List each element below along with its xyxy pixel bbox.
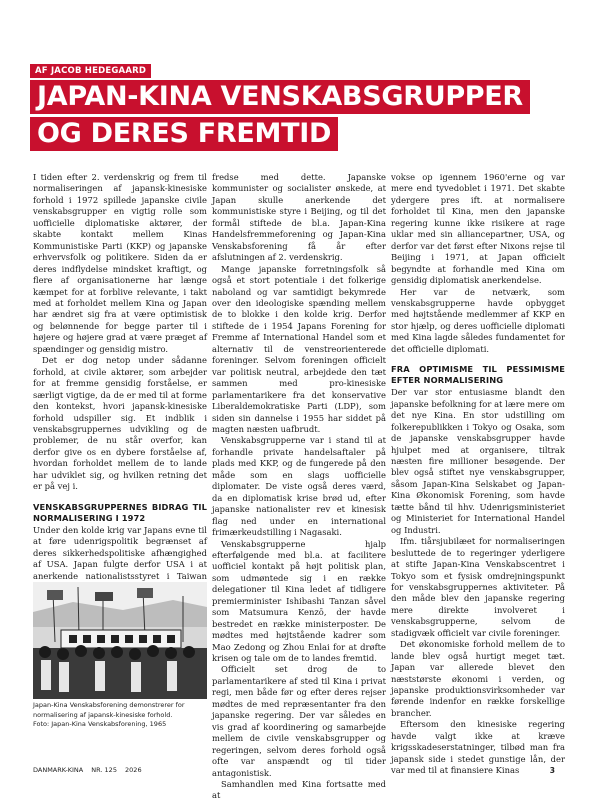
- paragraph: vokse op igennem 1960'erne og var mere end tyvedoblet i 1971. Det skabte ydergere pres ift. at normalisere forholdet til Kina, men den japanske regering kunne ikke risikere at rage uklar med sin alliancepartner, USA, og derfor var det først efter Nixons rejse til Beijing i 1971, at Japan officielt begyndte at forhandle med Kina om gensidig diplomatisk anerkendelse.: [391, 172, 565, 286]
- page-footer: [33, 766, 561, 774]
- byline: AF JACOB HEDEGAARD: [30, 64, 151, 78]
- issue-number: NR. 125: [91, 766, 117, 774]
- title-line-1: JAPAN-KINA VENSKABSGRUPPER: [30, 80, 530, 114]
- section-heading: FRA OPTIMISME TIL PESSIMISME EFTER NORMALISERING: [391, 364, 565, 386]
- paragraph: Her var de netværk, som venskabsgrupperne havde opbygget med højtstående medlemmer af KKP en stor hjælp, og deres uofficielle diplomati med Kina lagde således fundamentet for det officielle diplomati.: [391, 286, 565, 354]
- paragraph: Ifm. tiårsjubilæet for normaliseringen besluttede de to regeringer yderligere at stifte Japan-Kina Venskabscentret i Tokyo som et fysisk omdrejningspunkt for venskabsgruppernes aktiviteter. På den måde blev den japanske regering mere direkte involveret i venskabsgrupperne, selvom de stadigvæk officielt var civile foreninger.: [391, 536, 565, 638]
- paragraph: fredse med dette. Japanske kommunister og socialister ønskede, at Japan skulle anerkende det kommunistiske styre i Beijing, og til det formål stiftede de bl.a. Japan-Kina Handelsfremmeforening og Japan-Kina Venskabsforening få år efter afslutningen af 2. verdenskrig.: [212, 172, 386, 263]
- paragraph: Venskabsgrupperne hjalp efterfølgende med bl.a. at facilitere uofficiel kontakt på højt politisk plan, som udmøntede sig i en række delegationer til Kina ledet af tidligere premierminister Ishibashi Tanzan såvel som Matsumura Kenzō, der havde bestredet en række ministerposter. De mødtes med højtstående kadrer som Mao Zedong og Zhou Enlai for at drøfte krisen og tale om de to landes fremtid.: [212, 538, 386, 664]
- paragraph: Officielt set drog de to parlamentarikere af sted til Kina i privat regi, men både før og efter deres rejser mødtes de med repræsentanter fra den japanske regering. Der var således en vis grad af koordinering og samarbejde mellem de civile venskabsgrupper og regeringen, selvom deres forhold også ofte var anspændt og til tider antagonistisk.: [212, 664, 386, 778]
- paragraph: Mange japanske forretningsfolk så også et stort potentiale i det folkerige naboland og var samtidigt bekymrede over den ideologiske spænding mellem de to blokke i den kolde krig. Derfor stiftede de i 1954 Japans Forening for Fremme af International Handel som et alternativ til de venstreorienterede foreninger. Selvom foreningen officielt var politisk neutral, arbejdede den tæt sammen med pro-kinesiske parlamentarikere fra det konservative Liberaldemokratiske Parti (LDP), som siden sin dannelse i 1955 har siddet på magten næsten uafbrudt.: [212, 263, 386, 434]
- photo-image: [33, 582, 207, 699]
- issue-year: 2026: [125, 766, 142, 774]
- section-heading: VENSKABSGRUPPERNES BIDRAG TIL NORMALISERING I 1972: [33, 501, 207, 523]
- demonstration-photo: [33, 582, 207, 699]
- paragraph: Venskabsgrupperne var i stand til at forhandle private handelsaftaler på plads med KKP, og de fungerede på den måde som en slags uofficielle diplomater. De viste også deres værd, da en diplomatisk krise brød ud, efter japanske nationalister rev et kinesisk flag ned under en international frimærkeudstilling i Nagasaki.: [212, 435, 386, 538]
- paragraph: Eftersom den kinesiske regering havde valgt ikke at kræve krigsskadeserstatninger, tilbød man fra japansk side i stedet gunstige lån, der var med til at finansiere Kinas: [391, 719, 565, 776]
- article-title: [30, 80, 570, 154]
- paragraph: Det økonomiske forhold mellem de to lande blev også hurtigt meget tæt. Japan var allerede blevet den næststørste økonomi i verden, og japanske produktionsvirksomheder var førende indenfor en række forskellige brancher.: [391, 639, 565, 718]
- article-column-3: [391, 172, 565, 777]
- article-column-1: [33, 172, 207, 628]
- paragraph: Under den kolde krig var Japans evne til at føre udenrigspolitik begrænset af deres sikkerhedspolitiske afhængighed af USA. Japan fulgte derfor USA i at anerkende nationalistsstyret i Taiwan: [33, 524, 207, 581]
- caption-credit: Foto: Japan-Kina Venskabsforening, 1965: [33, 720, 167, 728]
- title-line-2: OG DERES FREMTID: [30, 117, 338, 151]
- photo-caption: [33, 701, 207, 730]
- article-column-2: [212, 172, 386, 802]
- magazine-name: DANMARK-KINA: [33, 766, 84, 774]
- paragraph: Det er dog netop under sådanne forhold, at civile aktører, som arbejder for at fremme gensidig forståelse, er særligt vigtige, da de er med til at forme den kontekst, hvori japansk-kinesiske forhold udspiller sig. Et indblik i venskabsgruppernes udvikling og de problemer, de nu står overfor, kan derfor give os en dybere forståelse af, hvordan forholdet mellem de to lande har udviklet sig, og hvilken retning det er på vej i.: [33, 355, 207, 492]
- paragraph: Der var stor entusiasme blandt den japanske befolkning for at lære mere om det nye Kina. En stor udstilling om folkerepublikken i Tokyo og Osaka, som de japanske venskabsgrupper havde hjulpet med at organisere, tiltrak næsten fire millioner besøgende. Der blev også stiftet nye venskabsgrupper, såsom Japan-Kina Selskabet og Japan-Kina Økonomisk Forening, som havde tætte bånd til hhv. Udenrigsministeriet og Ministeriet for International Handel og Industri.: [391, 387, 565, 535]
- paragraph: Samhandlen med Kina fortsatte med at: [212, 779, 386, 801]
- page-number: 3: [549, 766, 555, 775]
- paragraph: I tiden efter 2. verdenskrig og frem til normaliseringen af japansk-kinesiske forhold i 1972 spillede japanske civile venskabsgrupper en vigtig rolle som uofficielle diplomatiske aktører, der skabte kontakt mellem Kinas Kommunistiske Parti (KKP) og japanske erhvervsfolk og politikere. Siden da er deres indflydelse mindsket kraftigt, og flere af organisationerne har længe kæmpet for at forblive relevante, i takt med at forholdet mellem Kina og Japan har ændret sig fra at være optimistisk og belønnende for begge parter til i højere og højere grad at være præget af spændinger og gensidig mistro.: [33, 172, 207, 354]
- caption-text: Japan-Kina Venskabsforening demonstrerer for normalisering af japansk-kinesiske forhold.: [33, 701, 185, 719]
